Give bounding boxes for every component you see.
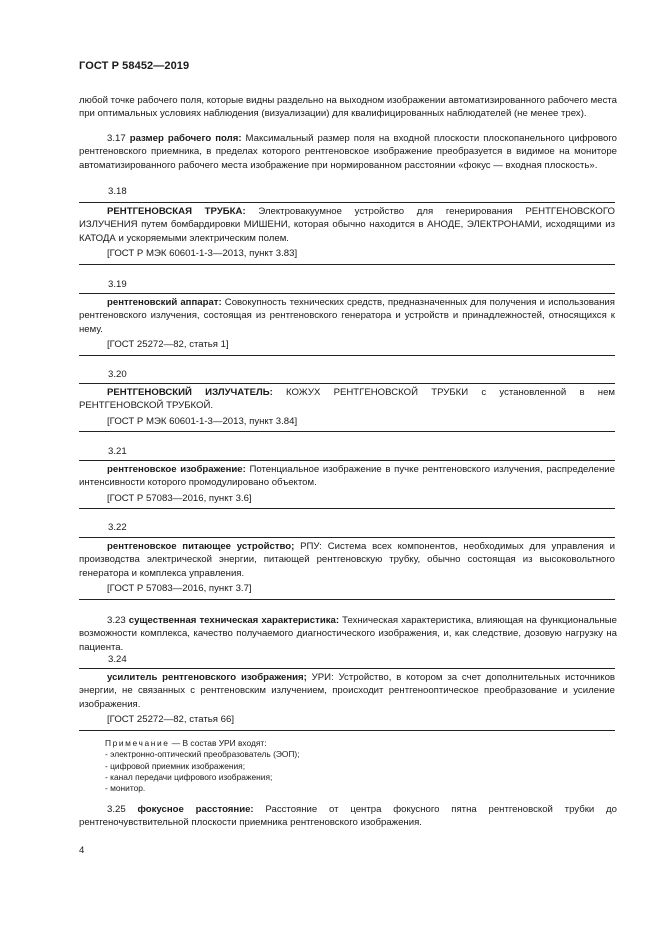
term: РЕНТГЕНОВСКИЙ ИЗЛУЧАТЕЛЬ: <box>107 387 273 398</box>
term: существенная техническая характеристика: <box>128 615 340 626</box>
note-item: - цифровой приемник изображения; <box>105 760 246 771</box>
source-reference: [ГОСТ Р 57083—2016, пункт 3.7] <box>107 583 252 595</box>
definition: Техническая характеристика, влияющая на функциональные возможности комплекса, качество получаемого диагностического изображения, и, как следствие, дозовую нагрузку на пациента. <box>79 615 617 653</box>
term: размер рабочего поля: <box>129 133 242 144</box>
note-item: - канал передачи цифрового изображения; <box>105 771 273 782</box>
definition: УРИ: Устройство, в котором за счет дополнительных источников энергии, не связанных с рентгеновским излучением, происходит рентгенооптическое преобразование и усиление изображения. <box>79 672 615 710</box>
note-item: - монитор. <box>105 783 146 794</box>
document-header: ГОСТ Р 58452—2019 <box>79 60 190 72</box>
definition: КОЖУХ РЕНТГЕНОВСКОЙ ТРУБКИ с установленной в нем РЕНТГЕНОВСКОЙ ТРУБКОЙ. <box>79 387 615 412</box>
section-number: 3.25 <box>107 804 126 815</box>
term: фокусное расстояние: <box>137 804 254 815</box>
term: усилитель рентгеновского изображения; <box>107 672 307 683</box>
source-reference: [ГОСТ 25272—82, статья 66] <box>107 714 234 726</box>
definition: Электровакуумное устройство для генерирования РЕНТГЕНОВСКОГО ИЗЛУЧЕНИЯ путем бомбардировки МИШЕНИ, которая обычно находится в АНОДЕ, ЭЛЕКТРОНАМИ, исходящими из КАТОДА и ускоряемыми электрическим полем. <box>79 206 615 244</box>
source-reference: [ГОСТ Р 57083—2016, пункт 3.6] <box>107 492 252 504</box>
term-box-3-21 <box>79 460 615 509</box>
term: рентгеновское изображение: <box>107 464 246 475</box>
source-reference: [ГОСТ Р МЭК 60601-1-3—2013, пункт 3.84] <box>107 415 298 427</box>
section-number-3-19: 3.19 <box>108 279 127 290</box>
term-box-3-20 <box>79 383 615 432</box>
section-3-25 <box>79 803 617 830</box>
page-number: 4 <box>79 845 85 856</box>
definition: РПУ: Система всех компонентов, необходимых для управления и производства электрической энергии, питающей рентгеновскую трубку, обычно состоящая из высоковольтного генератора и комплекса управления. <box>79 541 615 579</box>
term-box-3-18 <box>79 202 615 265</box>
section-number-3-22: 3.22 <box>108 522 127 533</box>
definition: Максимальный размер поля на входной плоскости плоскопанельного цифрового рентгеновского приемника, в пределах которого рентгеновское изображение преобразуется в видимое на мониторе автоматизированного рабочего места изображение при нормированном расстоянии «фокус — входная плоскость». <box>79 133 617 171</box>
term: РЕНТГЕНОВСКАЯ ТРУБКА: <box>107 206 246 217</box>
term-box-3-22 <box>79 537 615 600</box>
definition: Расстояние от центра фокусного пятна рентгеновской трубки до рентгеночувствительной плоскости приемника рентгеновского изображения. <box>79 804 617 829</box>
section-3-23 <box>79 614 617 654</box>
definition: Потенциальное изображение в пучке рентгеновского излучения, распределение интенсивности которого промодулировано объектом. <box>79 464 615 489</box>
note-intro: — В состав УРИ входят: <box>169 738 267 748</box>
section-number: 3.23 <box>107 615 126 626</box>
section-3-17 <box>79 132 617 172</box>
definition: Совокупность технических средств, предназначенных для получения и использования рентгеновского излучения, состоящая из рентгеновского генератора и устройств и принадлежностей, относящихся к нему. <box>79 297 615 335</box>
section-number-3-21: 3.21 <box>108 446 127 457</box>
section-number-3-24: 3.24 <box>108 654 127 665</box>
note-label: Примечание <box>105 738 170 748</box>
term: рентгеновское питающее устройство; <box>107 541 295 552</box>
source-reference: [ГОСТ Р МЭК 60601-1-3—2013, пункт 3.83] <box>107 248 298 260</box>
term: рентгеновский аппарат: <box>107 297 222 308</box>
paragraph-continuation: любой точке рабочего поля, которые видны раздельно на выходном изображении автоматизированного рабочего места при оптимальных условиях наблюдения (визуализации) для квалифицированных наблюдателей (не менее трех). <box>79 95 617 120</box>
term-box-3-24 <box>79 668 615 731</box>
note-item: - электронно-оптический преобразователь (ЭОП); <box>105 749 300 760</box>
source-reference: [ГОСТ 25272—82, статья 1] <box>107 339 229 351</box>
section-number: 3.17 <box>107 133 126 144</box>
section-number-3-20: 3.20 <box>108 369 127 380</box>
term-box-3-19 <box>79 293 615 356</box>
section-number-3-18: 3.18 <box>108 186 127 197</box>
note-block <box>105 738 300 794</box>
